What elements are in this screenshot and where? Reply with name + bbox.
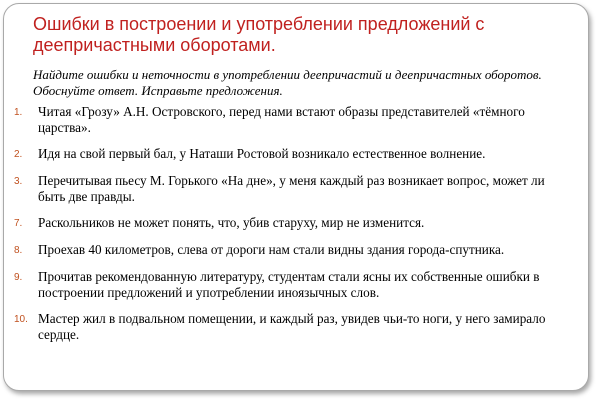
item-number: 1. — [14, 107, 23, 118]
list-item — [14, 311, 574, 343]
list-item — [14, 173, 574, 205]
list-item — [14, 242, 574, 259]
slide-title: Ошибки в построении и употреблении предложений с деепричастными оборотами. — [33, 14, 485, 55]
item-number: 8. — [14, 245, 23, 256]
item-text: Мастер жил в подвальном помещении, и каждый раз, увидев чьи-то ноги, у него замирало сердце. — [38, 311, 546, 342]
list-item — [14, 269, 574, 301]
item-number: 2. — [14, 149, 23, 160]
item-number: 9. — [14, 272, 23, 283]
list-item — [14, 146, 574, 163]
item-text: Проехав 40 километров, слева от дороги нам стали видны здания города-спутника. — [38, 242, 505, 257]
list-item — [14, 104, 574, 136]
sentence-list — [14, 104, 574, 353]
list-item — [14, 215, 574, 232]
item-number: 7. — [14, 218, 23, 229]
item-text: Перечитывая пьесу М. Горького «На дне», у меня каждый раз возникает вопрос, может ли быть две правды. — [38, 173, 545, 204]
item-text: Читая «Грозу» А.Н. Островского, перед нами встают образы представителей «тёмного царства». — [38, 104, 525, 135]
item-text: Прочитав рекомендованную литературу, студентам стали ясны их собственные ошибки в построении предложений и употреблении иноязычных слов. — [38, 269, 540, 300]
instruction-text: Найдите ошибки и неточности в употреблении деепричастий и деепричастных оборотов. Обоснуйте ответ. Исправьте предложения. — [33, 67, 542, 98]
item-number: 10. — [14, 314, 28, 325]
item-text: Идя на свой первый бал, у Наташи Ростовой возникало естественное волнение. — [38, 146, 486, 161]
item-number: 3. — [14, 176, 23, 187]
item-text: Раскольников не может понять, что, убив старуху, мир не изменится. — [38, 215, 425, 230]
